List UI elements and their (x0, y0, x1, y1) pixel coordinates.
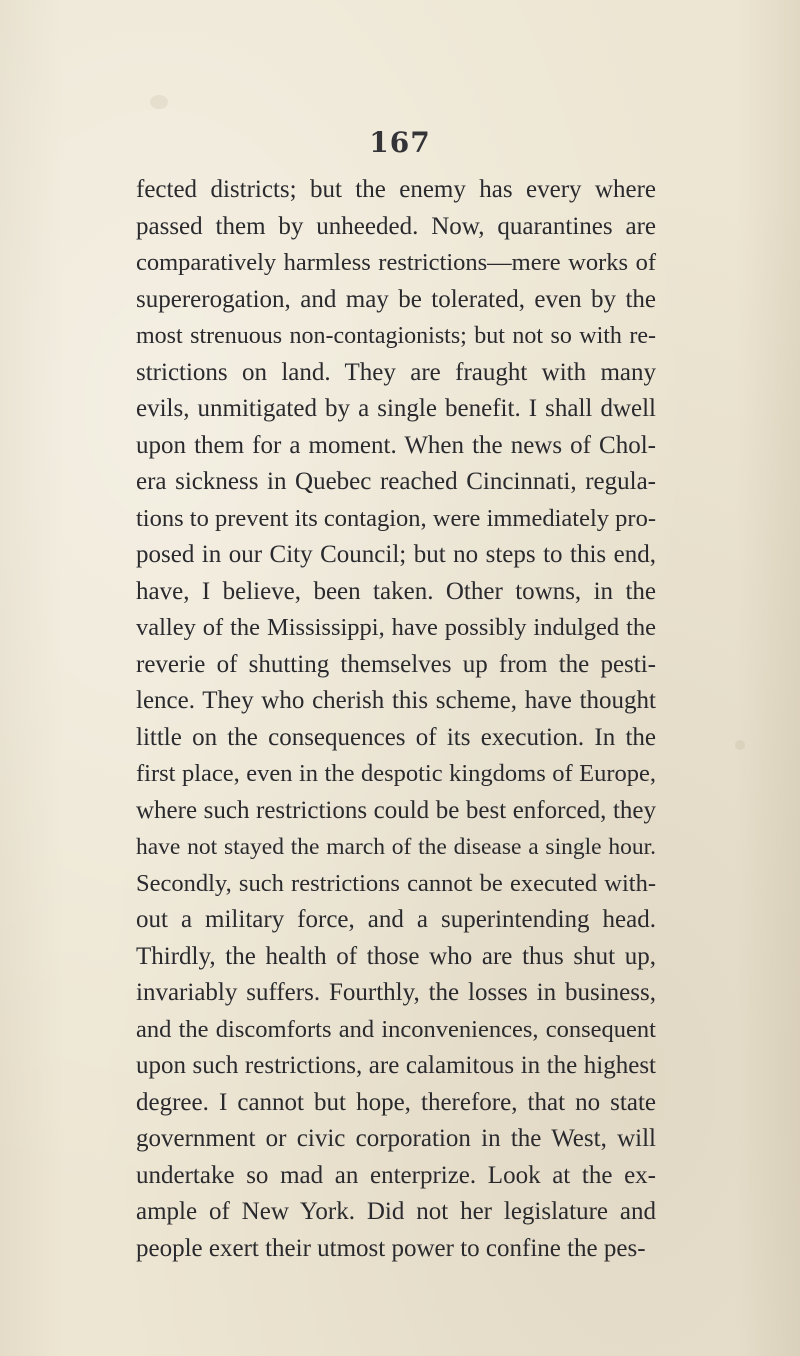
text-line: little on the consequences of its execution. In the (136, 723, 656, 751)
text-line: undertake so mad an enterprize. Look at the ex- (136, 1161, 656, 1189)
text-line: government or civic corporation in the West, will (136, 1125, 656, 1152)
text-line: have not stayed the march of the disease a single hour. (136, 834, 656, 860)
text-line: Thirdly, the health of those who are thus shut up, (136, 942, 656, 970)
text-line: fected districts; but the enemy has every where (136, 176, 656, 203)
text-line: out a military force, and a superintending head. (136, 906, 656, 933)
text-line: comparatively harmless restrictions—mere works of (136, 249, 656, 276)
text-line: passed them by unheeded. Now, quarantines are (136, 212, 656, 240)
text-line: upon them for a moment. When the news of Chol- (136, 431, 656, 459)
text-line: lence. They who cherish this scheme, have thought (136, 687, 656, 714)
text-line: evils, unmitigated by a single benefit. I shall dwell (136, 395, 656, 422)
text-line: posed in our City Council; but no steps to this end, (136, 541, 656, 568)
text-line: have, I believe, been taken. Other towns, in the (136, 577, 656, 605)
text-line: strictions on land. They are fraught with many (136, 358, 656, 386)
text-line: degree. I cannot but hope, therefore, that no state (136, 1088, 656, 1116)
text-line: supererogation, and may be tolerated, even by the (136, 285, 656, 313)
text-line: valley of the Mississippi, have possibly indulged the (136, 614, 656, 641)
text-line: tions to prevent its contagion, were immediately pro- (136, 504, 656, 532)
text-line: ample of New York. Did not her legislature and (136, 1198, 656, 1225)
text-line: era sickness in Quebec reached Cincinnati, regula- (136, 468, 656, 495)
body-text (136, 172, 656, 1267)
text-line: Secondly, such restrictions cannot be executed with- (136, 869, 656, 897)
text-line: first place, even in the despotic kingdoms of Europe, (136, 760, 656, 787)
text-line: people exert their utmost power to confine the pes- (136, 1234, 646, 1262)
text-line: upon such restrictions, are calamitous in the highest (136, 1052, 656, 1079)
paper-stain (150, 95, 168, 109)
text-line: where such restrictions could be best enforced, they (136, 796, 656, 824)
text-line: invariably suffers. Fourthly, the losses in business, (136, 979, 656, 1006)
text-line: reverie of shutting themselves up from the pesti- (136, 650, 656, 678)
text-line: most strenuous non-contagionists; but not so with re- (136, 323, 656, 349)
page-number: 167 (369, 126, 431, 159)
paper-stain (735, 740, 745, 750)
text-line: and the discomforts and inconveniences, consequent (136, 1015, 656, 1043)
